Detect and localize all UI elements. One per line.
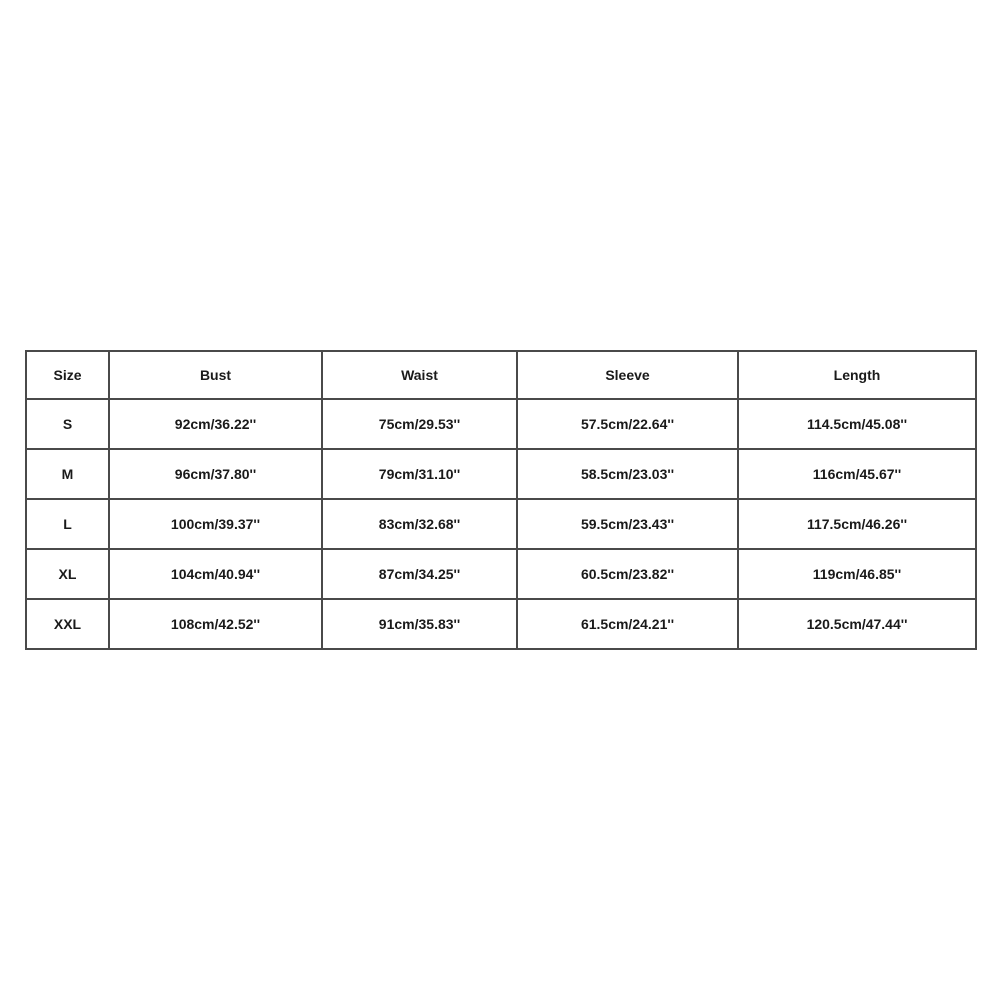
table-header-row: [26, 351, 976, 399]
cell-size: S: [26, 399, 109, 449]
cell-waist: 91cm/35.83'': [322, 599, 517, 649]
cell-sleeve: 58.5cm/23.03'': [517, 449, 738, 499]
cell-sleeve: 61.5cm/24.21'': [517, 599, 738, 649]
table-row: [26, 549, 976, 599]
cell-length: 117.5cm/46.26'': [738, 499, 976, 549]
cell-waist: 83cm/32.68'': [322, 499, 517, 549]
cell-size: XL: [26, 549, 109, 599]
cell-waist: 87cm/34.25'': [322, 549, 517, 599]
header-waist: Waist: [322, 351, 517, 399]
cell-size: XXL: [26, 599, 109, 649]
cell-length: 119cm/46.85'': [738, 549, 976, 599]
cell-size: L: [26, 499, 109, 549]
cell-size: M: [26, 449, 109, 499]
cell-waist: 79cm/31.10'': [322, 449, 517, 499]
header-size: Size: [26, 351, 109, 399]
cell-length: 120.5cm/47.44'': [738, 599, 976, 649]
cell-bust: 100cm/39.37'': [109, 499, 322, 549]
cell-waist: 75cm/29.53'': [322, 399, 517, 449]
table-row: [26, 499, 976, 549]
cell-sleeve: 57.5cm/22.64'': [517, 399, 738, 449]
table-row: [26, 449, 976, 499]
cell-bust: 92cm/36.22'': [109, 399, 322, 449]
header-bust: Bust: [109, 351, 322, 399]
header-sleeve: Sleeve: [517, 351, 738, 399]
cell-sleeve: 59.5cm/23.43'': [517, 499, 738, 549]
size-chart-table: [25, 350, 977, 650]
header-length: Length: [738, 351, 976, 399]
cell-sleeve: 60.5cm/23.82'': [517, 549, 738, 599]
cell-length: 116cm/45.67'': [738, 449, 976, 499]
cell-length: 114.5cm/45.08'': [738, 399, 976, 449]
cell-bust: 96cm/37.80'': [109, 449, 322, 499]
table-row: [26, 399, 976, 449]
cell-bust: 108cm/42.52'': [109, 599, 322, 649]
cell-bust: 104cm/40.94'': [109, 549, 322, 599]
table-row: [26, 599, 976, 649]
